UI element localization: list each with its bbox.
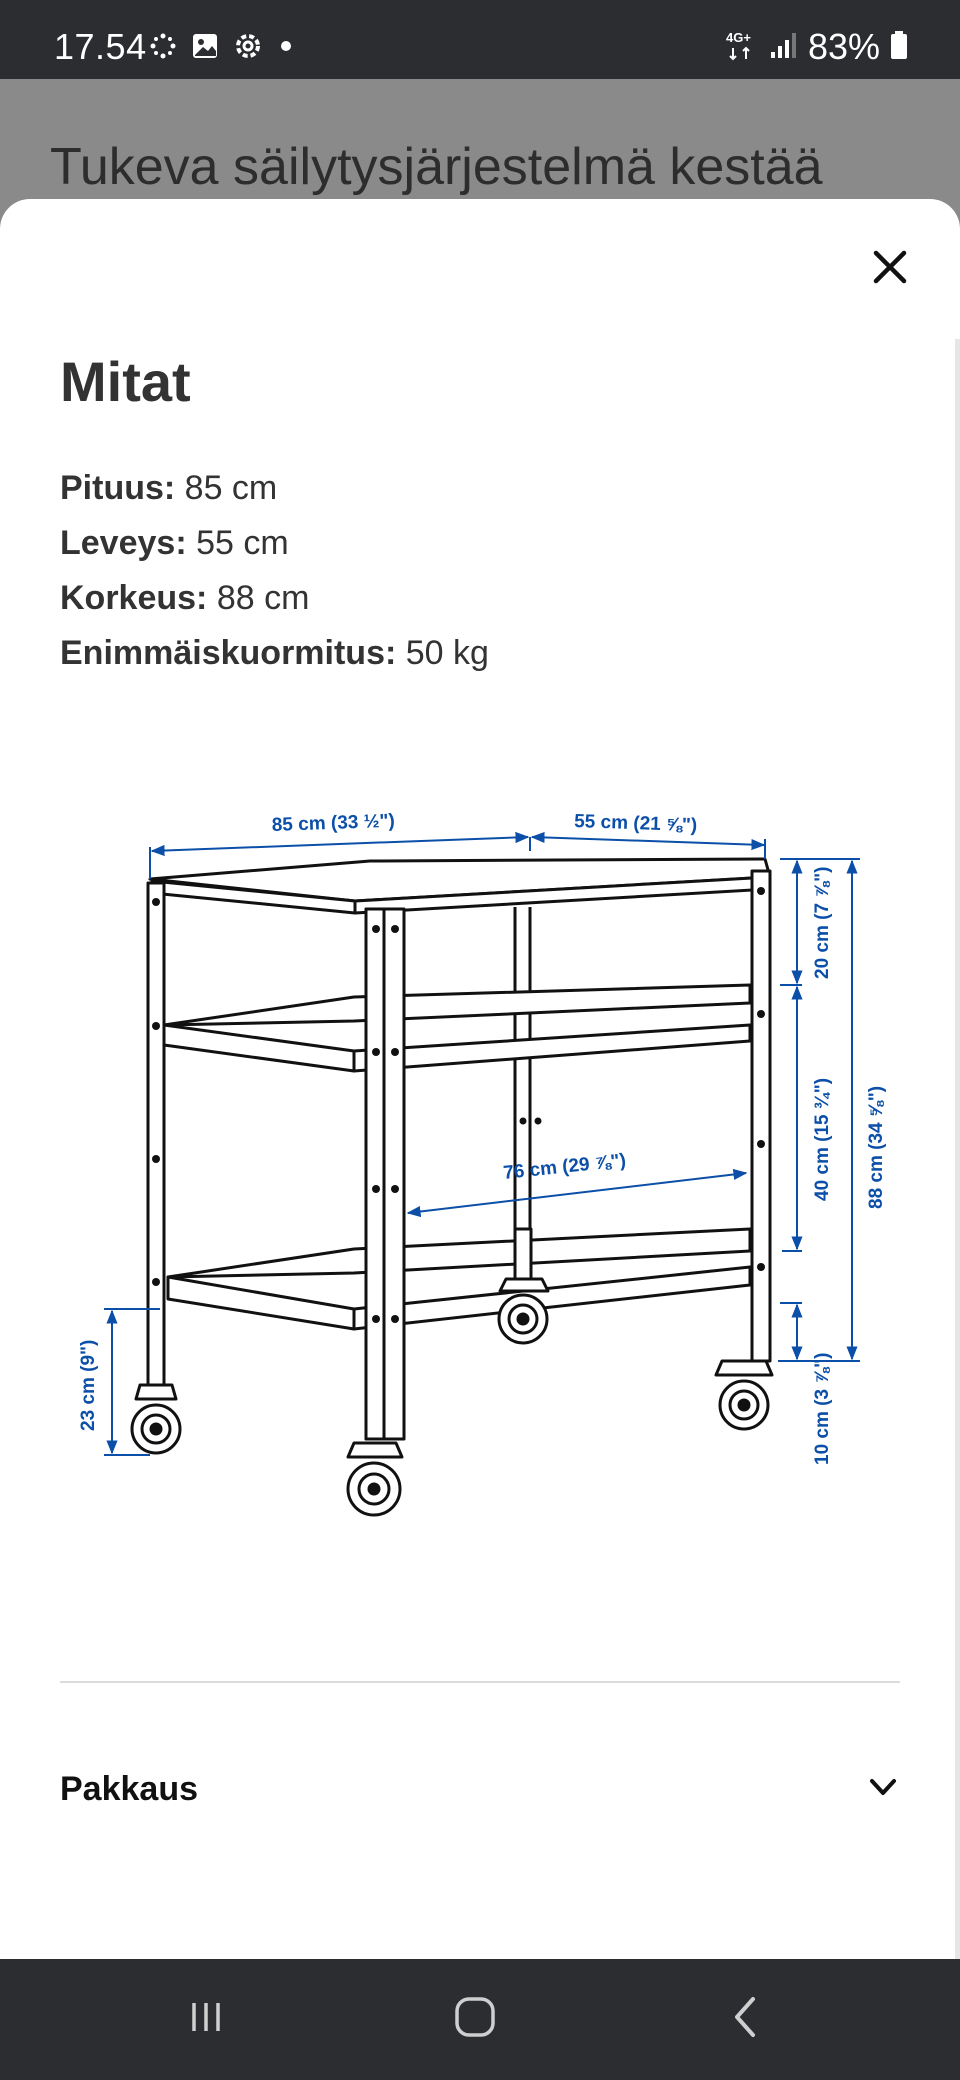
spec-value: 50 kg xyxy=(396,634,489,672)
dim-label-inner-width: 76 cm (29 ⅞") xyxy=(502,1150,627,1184)
accordion-pakkaus[interactable] xyxy=(60,1759,900,1819)
spec-key: Korkeus: xyxy=(60,579,208,617)
home-icon xyxy=(453,1995,497,2044)
close-button[interactable] xyxy=(860,239,920,299)
sheet-title: Mitat xyxy=(60,350,191,413)
dimensions-sheet xyxy=(0,199,960,1959)
battery-percent: 83% xyxy=(807,26,880,67)
cart-drawing xyxy=(132,859,772,1515)
caster-center-rear xyxy=(499,1279,548,1343)
scrollbar[interactable] xyxy=(955,339,960,1959)
recent-apps-button[interactable] xyxy=(166,1989,246,2049)
spec-value: 55 cm xyxy=(186,524,289,562)
chevron-down-icon xyxy=(866,1770,900,1809)
recent-apps-icon xyxy=(186,1997,226,2042)
dim-label-total-height: 88 cm (34 ⅝") xyxy=(866,1085,887,1209)
status-time: 17.54 xyxy=(54,26,147,67)
settings-gear-icon xyxy=(232,30,264,67)
caster-rear-right xyxy=(716,1361,772,1429)
dim-label-middle-gap: 40 cm (15 ¾") xyxy=(812,1077,833,1201)
spec-row-max-load xyxy=(60,626,489,681)
caster-rear-left xyxy=(132,1385,180,1453)
dim-label-bottom-clearance: 10 cm (3 ⅞") xyxy=(812,1352,833,1465)
spec-value: 88 cm xyxy=(207,579,310,617)
network-type-icon xyxy=(724,28,758,67)
back-icon xyxy=(725,1995,765,2044)
caster-front-left xyxy=(348,1443,402,1515)
home-button[interactable] xyxy=(435,1989,515,2049)
spec-list xyxy=(60,461,489,681)
apps-dots-icon xyxy=(148,31,178,66)
spec-row-length xyxy=(60,461,489,516)
signal-icon xyxy=(768,30,798,65)
dot-icon xyxy=(276,31,296,66)
network-label: 4G+ xyxy=(725,29,751,45)
image-icon xyxy=(190,31,220,66)
background-page-title: Tukeva säilytysjärjestelmä kestää xyxy=(50,138,823,196)
close-icon xyxy=(872,249,908,290)
dim-label-width: 55 cm (21 ⅝") xyxy=(573,811,698,837)
spec-value: 85 cm xyxy=(175,469,278,507)
dim-label-bottom-shelf: 23 cm (9") xyxy=(78,1339,99,1431)
divider xyxy=(60,1681,900,1683)
system-navigation-bar xyxy=(0,1959,960,2080)
dim-label-top-gap: 20 cm (7 ⅞") xyxy=(812,866,833,979)
status-notification-icons xyxy=(148,30,296,67)
status-system-icons xyxy=(724,26,908,68)
status-bar xyxy=(0,0,960,79)
spec-key: Enimmäiskuormitus: xyxy=(60,634,397,672)
spec-key: Leveys: xyxy=(60,524,187,562)
battery-icon xyxy=(890,30,908,65)
spec-key: Pituus: xyxy=(60,469,176,507)
dim-label-length: 85 cm (33 ½") xyxy=(271,810,396,836)
dimension-diagram xyxy=(60,789,900,1549)
back-button[interactable] xyxy=(705,1989,785,2049)
spec-row-height xyxy=(60,571,489,626)
spec-row-width xyxy=(60,516,489,571)
accordion-label: Pakkaus xyxy=(60,1769,198,1808)
